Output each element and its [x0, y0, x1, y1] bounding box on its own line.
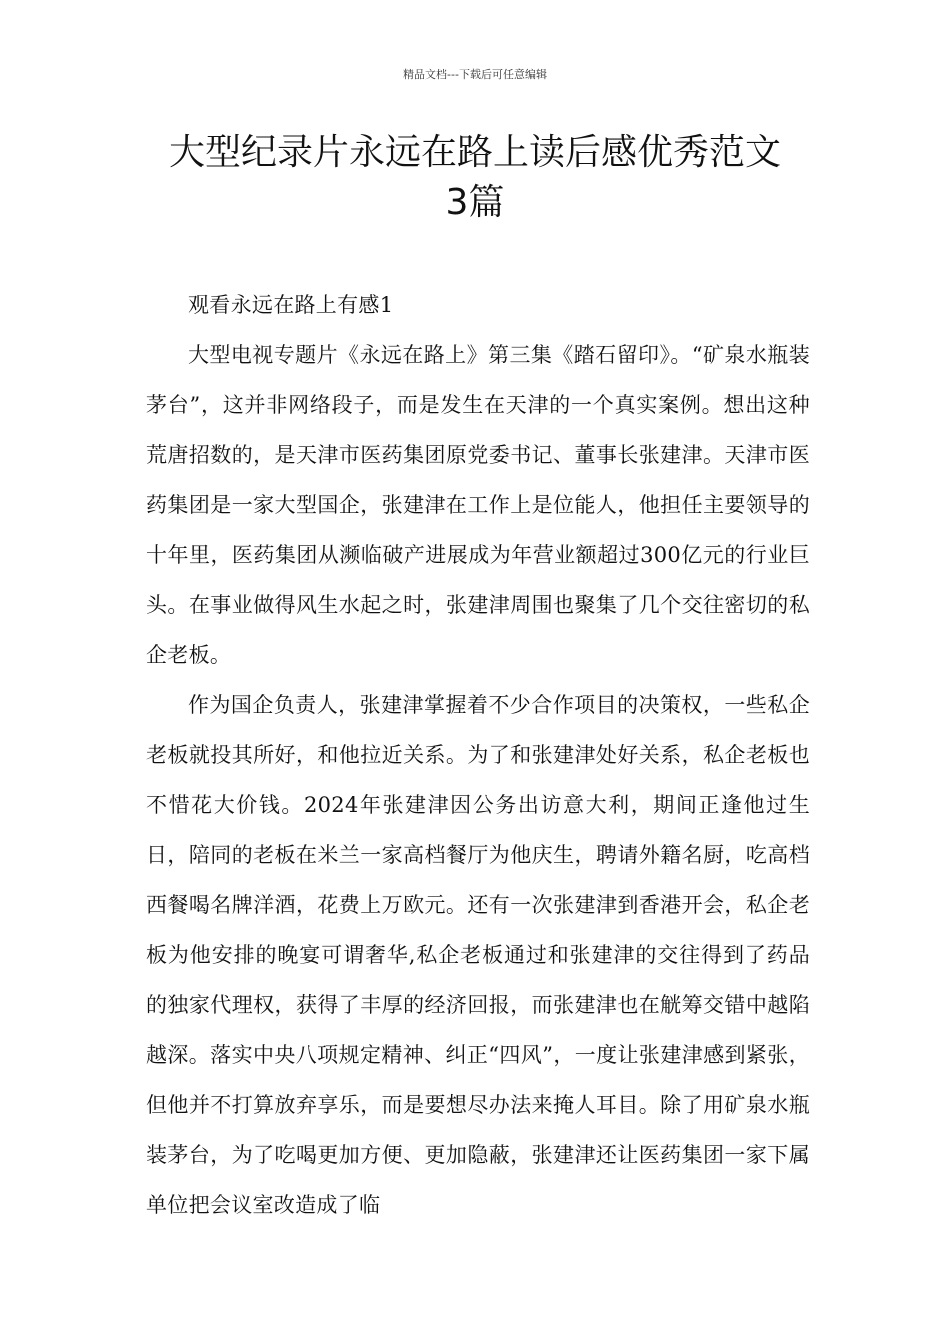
header-note: 精品文档---下载后可任意编辑 [403, 68, 547, 81]
body-paragraph: 作为国企负责人，张建津掌握着不少合作项目的决策权，一些私企老板就投其所好，和他拉近关系。为了和张建津处好关系，私企老板也不惜花大价钱。2024年张建津因公务出访意大利，期间正逢他过生日，陪同的老板在米兰一家高档餐厅为他庆生，聘请外籍名厨，吃高档西餐喝名牌洋酒，花费上万欧元。还有一次张建津到香港开会，私企老板为他安排的晚宴可谓奢华,私企老板通过和张建津的交往得到了药品的独家代理权，获得了丰厚的经济回报，而张建津也在觥筹交错中越陷越深。落实中央八项规定精神、纠正“四风”，一度让张建津感到紧张，但他并不打算放弃享乐，而是要想尽办法来掩人耳目。除了用矿泉水瓶装茅台，为了吃喝更加方便、更加隐蔽，张建津还让医药集团一家下属单位把会议室改造成了临 [146, 693, 810, 1217]
title-line-1: 大型纪录片永远在路上读后感优秀范文 [168, 132, 781, 173]
body-paragraph: 大型电视专题片《永远在路上》第三集《踏石留印》。“矿泉水瓶装茅台”，这并非网络段子，而是发生在天津的一个真实案例。想出这种荒唐招数的，是天津市医药集团原党委书记、董事长张建津。天津市医药集团是一家大型国企，张建津在工作上是位能人，他担任主要领导的十年里，医药集团从濒临破产进展成为年营业额超过300亿元的行业巨头。在事业做得风生水起之时，张建津周围也聚集了几个交往密切的私企老板。 [146, 343, 810, 667]
document-title [120, 128, 830, 228]
section-heading: 观看永远在路上有感1 [188, 293, 394, 317]
document-body [146, 280, 810, 1230]
title-line-2: 3篇 [445, 182, 505, 223]
